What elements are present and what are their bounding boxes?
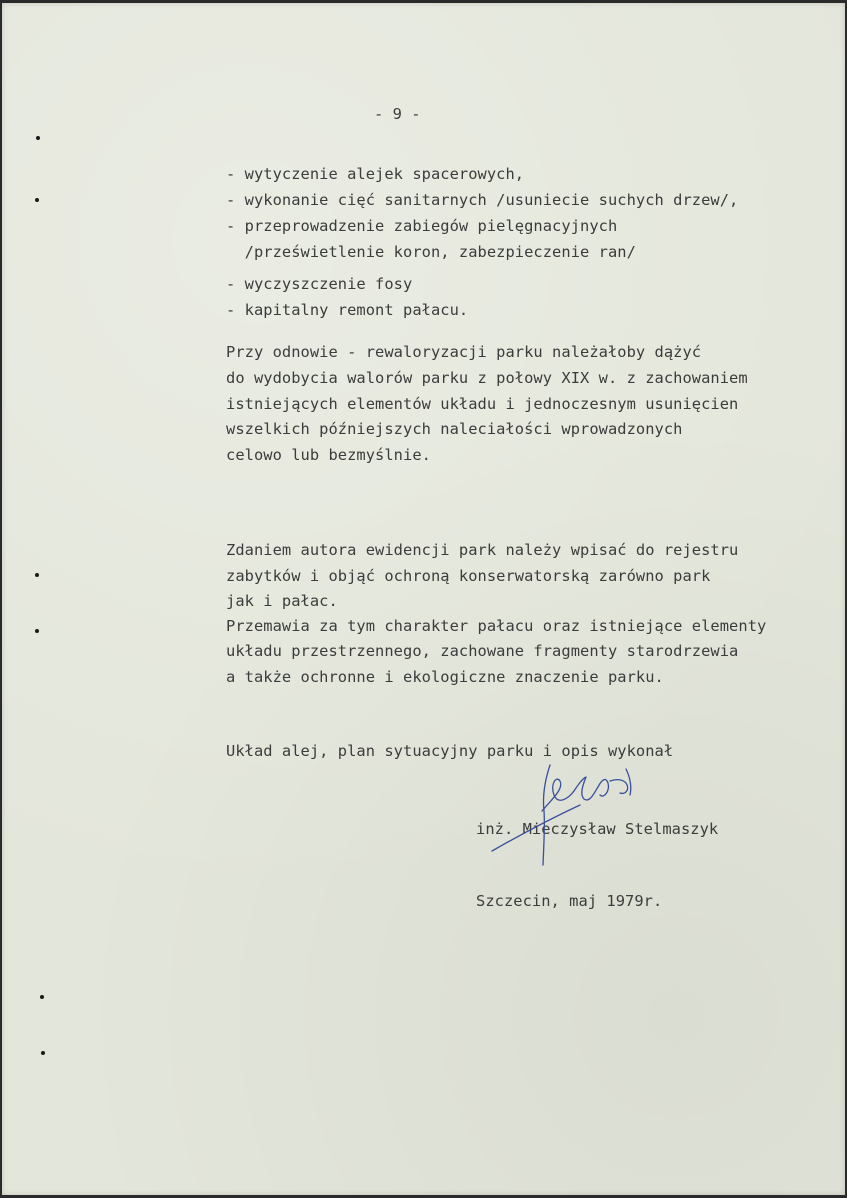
bullet-item: - kapitalny remont pałacu. [226, 301, 469, 319]
punch-mark [35, 198, 39, 202]
paragraph-line: istniejących elementów układu i jednoczesnym usunięcien [226, 395, 739, 413]
punch-mark [40, 995, 44, 999]
paragraph-line: zabytków i objąć ochroną konserwatorską zarówno park [226, 567, 711, 585]
author-name: inż. Mieczysław Stelmaszyk [476, 820, 719, 838]
credit-line: Układ alej, plan sytuacyjny parku i opis wykonał [226, 742, 674, 760]
bullet-item: - przeprowadzenie zabiegów pielęgnacyjnych [226, 217, 618, 235]
bullet-item: - wykonanie cięć sanitarnych /usuniecie suchych drzew/, [226, 191, 739, 209]
paragraph-line: jak i pałac. [226, 592, 338, 610]
punch-mark [36, 136, 40, 140]
punch-mark [35, 629, 39, 633]
paragraph-line: Przy odnowie - rewaloryzacji parku należałoby dążyć [226, 343, 702, 361]
handwritten-signature [490, 759, 670, 879]
page-number: - 9 - [374, 105, 421, 123]
paragraph-line: a także ochronne i ekologiczne znaczenie parku. [226, 668, 664, 686]
punch-mark [35, 573, 39, 577]
bullet-item: - wyczyszczenie fosy [226, 275, 413, 293]
place-and-date: Szczecin, maj 1979r. [476, 892, 663, 910]
bullet-item: - wytyczenie alejek spacerowych, [226, 165, 525, 183]
paragraph-line: celowo lub bezmyślnie. [226, 446, 431, 464]
paragraph-line: Przemawia za tym charakter pałacu oraz istniejące elementy [226, 617, 767, 635]
paragraph-line: do wydobycia walorów parku z połowy XIX w. z zachowaniem [226, 369, 748, 387]
paragraph-line: Zdaniem autora ewidencji park należy wpisać do rejestru [226, 541, 739, 559]
bullet-item-continuation: /prześwietlenie koron, zabezpieczenie ran/ [226, 243, 636, 261]
punch-mark [41, 1051, 45, 1055]
paragraph-line: wszelkich późniejszych naleciałości wprowadzonych [226, 420, 683, 438]
paragraph-line: układu przestrzennego, zachowane fragmenty starodrzewia [226, 642, 739, 660]
document-page [2, 3, 845, 1195]
